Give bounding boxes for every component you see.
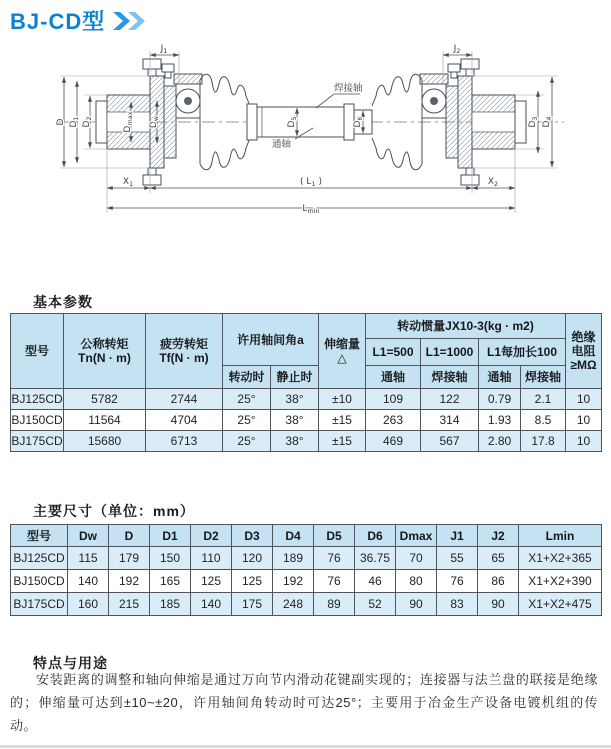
- table-cell: 2.1: [521, 389, 566, 410]
- table-cell: 70: [396, 547, 437, 570]
- table-cell: 38°: [271, 431, 319, 452]
- table-cell: 215: [109, 593, 150, 616]
- table-cell: 90: [478, 593, 519, 616]
- col-header: D6: [355, 525, 396, 547]
- col-header: D1: [150, 525, 191, 547]
- table-row: [11, 410, 602, 431]
- table-cell: 8.5: [521, 410, 566, 431]
- features-paragraph: 安装距离的调整和轴向伸缩是通过万向节内滑动花键副实现的；连接器与法兰盘的联接是绝缘的；伸缩量可达到±10~±20，许用轴间角转动时可达25°；主要用于冶金生产设备电镀机组的传动。: [10, 672, 598, 733]
- table-row: [11, 547, 602, 570]
- table-cell: 25°: [223, 389, 271, 410]
- table-cell: 4704: [146, 410, 223, 431]
- dim-j2-label: $J_2$: [453, 44, 461, 55]
- section-heading-features: 特点与用途: [33, 655, 108, 671]
- col-header: Dw: [68, 525, 109, 547]
- col-fatigue-torque: 疲劳转矩 Tf(N · m): [146, 314, 223, 389]
- col-l1000: L1=1000: [421, 339, 479, 366]
- table-cell: 38°: [271, 410, 319, 431]
- table-cell: 175: [232, 593, 273, 616]
- table-cell: 189: [273, 547, 314, 570]
- table-cell: 38°: [271, 389, 319, 410]
- basic-params-table: [10, 313, 602, 452]
- col-header: D4: [273, 525, 314, 547]
- col-header: Lmin: [519, 525, 602, 547]
- table-cell: 65: [478, 547, 519, 570]
- table-cell: 140: [191, 593, 232, 616]
- table-cell: 90: [396, 593, 437, 616]
- table-cell: 52: [355, 593, 396, 616]
- table-cell: 115: [68, 547, 109, 570]
- col-model: 型号: [11, 314, 64, 389]
- dim-d3-label: $D_3$: [528, 116, 539, 128]
- dim-d6-label: $D_6$: [353, 116, 364, 128]
- col-header: D2: [191, 525, 232, 547]
- table-cell: ±15: [319, 410, 366, 431]
- table-cell: 122: [421, 389, 479, 410]
- col-insulation: 绝缘电阻 ≥MΩ: [566, 314, 602, 389]
- col-header: 型号: [11, 525, 68, 547]
- dim-d2-label: $D_2$: [82, 116, 93, 128]
- table-cell: 567: [421, 431, 479, 452]
- table-cell: 160: [68, 593, 109, 616]
- main-dimensions-table: [10, 524, 602, 616]
- dim-dw-label: $D_w$: [149, 115, 160, 129]
- page-title: BJ-CD型: [10, 9, 106, 34]
- table-cell: 89: [314, 593, 355, 616]
- table-cell: ±15: [319, 431, 366, 452]
- table-cell: 10: [566, 431, 602, 452]
- col-weld-b: 焊接轴: [521, 366, 566, 389]
- dim-x1-label: $X_1$: [122, 177, 134, 188]
- table-cell: 263: [366, 410, 421, 431]
- table-cell: 76: [314, 570, 355, 593]
- table-cell: 6713: [146, 431, 223, 452]
- col-nominal-torque: 公称转矩 Tn(N · m): [64, 314, 146, 389]
- table-cell: 0.79: [479, 389, 521, 410]
- through-shaft-callout: 通轴: [272, 139, 292, 150]
- col-header: J1: [437, 525, 478, 547]
- table-cell: 165: [150, 570, 191, 593]
- col-telescopic: 伸缩量 △: [319, 314, 366, 389]
- col-header: Dmax: [396, 525, 437, 547]
- table-cell: 125: [232, 570, 273, 593]
- table-cell: 86: [478, 570, 519, 593]
- dim-d4-label: $D_4$: [542, 116, 553, 128]
- col-through-b: 通轴: [479, 366, 521, 389]
- table-cell: 192: [273, 570, 314, 593]
- table-cell: 46: [355, 570, 396, 593]
- col-header: D3: [232, 525, 273, 547]
- table-cell: X1+X2+390: [519, 570, 602, 593]
- dim-d-label: D: [56, 118, 66, 126]
- table-cell: 83: [437, 593, 478, 616]
- table-cell: 76: [437, 570, 478, 593]
- dim-j1-label: $J_1$: [160, 44, 168, 55]
- table-cell: 15680: [64, 431, 146, 452]
- dim-d5-label: $D_5$: [287, 116, 298, 128]
- dim-lmin-label: $L_{min}$: [302, 204, 320, 215]
- table-cell: 25°: [223, 431, 271, 452]
- table-cell: 150: [150, 547, 191, 570]
- table-cell: 248: [273, 593, 314, 616]
- page-bottom-divider: [0, 745, 611, 748]
- table-cell: 2744: [146, 389, 223, 410]
- table-cell: 55: [437, 547, 478, 570]
- table-cell: 120: [232, 547, 273, 570]
- table-cell: 10: [566, 410, 602, 431]
- table-cell: 76: [314, 547, 355, 570]
- table-cell: 36.75: [355, 547, 396, 570]
- table-cell: X1+X2+475: [519, 593, 602, 616]
- table-row: [11, 431, 602, 452]
- col-static: 静止时: [271, 366, 319, 389]
- col-header: D: [109, 525, 150, 547]
- col-allow-angle: 许用轴间角a: [223, 314, 319, 366]
- dim-l1-label: ( $L_1$ ): [300, 177, 322, 188]
- table-cell: BJ125CD: [11, 389, 64, 410]
- col-l500: L1=500: [366, 339, 421, 366]
- table-cell: BJ175CD: [11, 593, 68, 616]
- table-cell: 17.8: [521, 431, 566, 452]
- table-cell: 314: [421, 410, 479, 431]
- section-heading-basic-params: 基本参数: [33, 294, 93, 310]
- table-cell: 1.93: [479, 410, 521, 431]
- table-cell: 25°: [223, 410, 271, 431]
- table-row: [11, 389, 602, 410]
- table-row: [11, 570, 602, 593]
- table-cell: 110: [191, 547, 232, 570]
- dim-d1-label: $D_1$: [69, 116, 80, 128]
- col-l-per-100: L1每加长100: [479, 339, 566, 366]
- table-cell: BJ150CD: [11, 570, 68, 593]
- col-inertia: 转动惯量JX10-3(kg · m2): [366, 314, 566, 339]
- table-cell: 109: [366, 389, 421, 410]
- table-cell: 179: [109, 547, 150, 570]
- table-cell: 2.80: [479, 431, 521, 452]
- col-weld-a: 焊接轴: [421, 366, 479, 389]
- header-row: [11, 525, 602, 547]
- table-cell: 469: [366, 431, 421, 452]
- table-cell: 10: [566, 389, 602, 410]
- table-cell: BJ175CD: [11, 431, 64, 452]
- weld-shaft-callout: 焊接轴: [334, 83, 363, 94]
- table-cell: 5782: [64, 389, 146, 410]
- col-header: J2: [478, 525, 519, 547]
- table-cell: 185: [150, 593, 191, 616]
- col-header: D5: [314, 525, 355, 547]
- col-through-a: 通轴: [366, 366, 421, 389]
- header-row-1: [11, 314, 602, 339]
- table-cell: 11564: [64, 410, 146, 431]
- table-cell: 80: [396, 570, 437, 593]
- table-cell: 140: [68, 570, 109, 593]
- dim-dmax-label: $D_{max}$: [123, 111, 134, 133]
- table-cell: BJ125CD: [11, 547, 68, 570]
- table-cell: BJ150CD: [11, 410, 64, 431]
- dim-x2-label: $X_2$: [487, 177, 499, 188]
- col-rotating: 转动时: [223, 366, 271, 389]
- table-cell: X1+X2+365: [519, 547, 602, 570]
- table-cell: 192: [109, 570, 150, 593]
- table-cell: 125: [191, 570, 232, 593]
- table-cell: ±10: [319, 389, 366, 410]
- coupling-technical-drawing: [0, 0, 611, 248]
- table-row: [11, 593, 602, 616]
- section-heading-main-dimensions: 主要尺寸（单位：mm）: [33, 503, 195, 519]
